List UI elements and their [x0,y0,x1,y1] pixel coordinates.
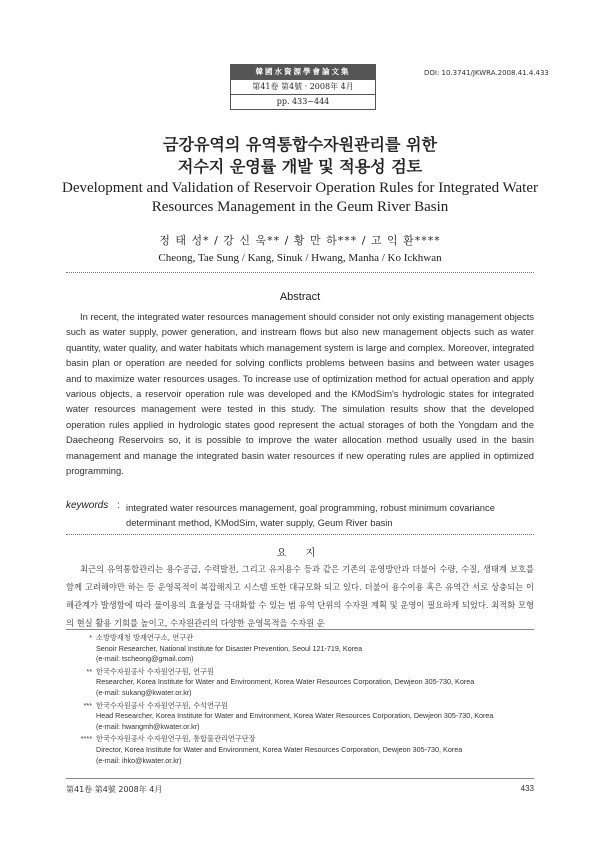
english-title-line-2: Resources Management in the Geum River Basin [151,199,449,215]
korean-title-line-1: 금강유역의 유역통합수자원관리를 위한 [163,135,437,154]
footnote-email: (e-mail: sukang@kwater.or.kr) [96,687,192,697]
divider-top [66,272,534,273]
footer-page-number: 433 [520,784,534,793]
footnote-mark: ** [86,666,92,676]
journal-name: 韓國水資源學會論文集 [231,65,375,80]
korean-abstract-heading: 요 지 [276,548,324,559]
author-footnotes [72,633,542,768]
footnote-email: (e-mail: ihko@kwater.or.kr) [96,755,182,765]
keywords-colon: : [117,500,120,511]
footnote-1 [72,633,542,665]
footnote-2 [72,667,542,699]
korean-abstract-paragraph: 최근의 유역통합관리는 용수공급, 수력발전, 그리고 유지용수 등과 같은 기존의 운영방안과 더불어 수량, 수질, 생태계 보호를 함께 고려해야만 하는 등 운영목적이 복잡해지고 시스템 또한 대규모화 되고 있다. 더불어 용수이용 혹은 유역간 서로 상충되는 이해관계가 발생함에 따라 물이용의 효율성을 극대화할 수 있는 범 유역 단위의 수자원 계획 및 운영이 필요하게 되었다. 최적화 모형의 현실 활용 기회를 높이고, 수자원관리의 다양한 운영목적을 수자원 운 [66,564,534,628]
footnote-mark: **** [80,734,92,744]
footnote-mark: *** [83,700,92,710]
footnote-affiliation-en: Senoir Researcher, National Institute for Disaster Prevention, Seoul 121-719, Korea [96,643,363,653]
footnote-affiliation-en: Researcher, Korea Institute for Water and Environment, Korea Water Resources Corporation, Dewjeon 305-730, Korea [96,677,475,687]
footnote-affiliation-ko: 한국수자원공사 수자원연구원, 통합물관리연구단장 [96,734,256,744]
authors-english: Cheong, Tae Sung / Kang, Sinuk / Hwang, Manha / Ko Ickhwan [158,252,442,264]
journal-info-box [230,64,376,110]
footnote-affiliation-ko: 한국수자원공사 수자원연구원, 연구원 [96,666,214,676]
authors-korean: 정 태 성* / 강 신 욱** / 황 만 하*** / 고 익 환**** [159,234,441,247]
journal-volume-issue: 第41卷 第4號 · 2008年 4月 [231,80,375,95]
english-title-line-1: Development and Validation of Reservoir Operation Rules for Integrated Water [61,180,538,196]
footnote-rule [66,629,534,630]
divider-middle [66,534,534,535]
doi-text: DOI: 10.3741/JKWRA.2008.41.4.433 [424,69,549,77]
journal-pages: pp. 433~444 [276,97,330,106]
abstract-body [66,309,534,478]
keywords-text: integrated water resources management, goal programming, robust minimum covariance determinant method, KModSim, water supply, Geum River basin [126,502,495,528]
footnote-4 [72,734,542,766]
footnote-affiliation-en: Head Researcher, Korea Institute for Water and Environment, Korea Water Resources Corporation, Dewjeon 305-730, Korea [96,711,494,721]
keywords-label: keywords [66,500,109,511]
korean-title-line-2: 저수지 운영률 개발 및 적용성 검토 [177,157,423,176]
footer-journal-issue: 第41卷 第4號 2008年 4月 [66,785,163,794]
footnote-affiliation-ko: 소방방재청 방재연구소, 연구관 [96,633,194,642]
footnote-email: (e-mail: hwangmh@kwater.or.kr) [96,721,200,731]
abstract-heading: Abstract [279,291,321,303]
abstract-paragraph: In recent, the integrated water resources management should consider not only existing management objects such as water supply, power generation, and instream flows but also new management objects such as water quantity, water quality, and water habitats which management system is large and complex. Moreover, integrated basin plan or operation are needed for solving conflicts problems between basins and between water usages and to maximize water resources usages. To increase use of optimization method for actual operation and apply various objects, a reservoir operation rule was developed and the KModSim's hydrologic states for integrated water resources management were tested in this study. The simulation results show that the developed operation rules applied in hydrologic states good represent the actual storages of both the Yongdam and the Daecheong Reservoirs so, it is possible to improve the water allocation method usually used in the basin management and manage the integrated basin water resources if new operating rules are applied in optimized programming. [66,311,534,477]
footnote-3 [72,701,542,733]
footnote-affiliation-ko: 한국수자원공사 수자원연구원, 수석연구원 [96,700,228,710]
korean-abstract-body [66,560,534,632]
footnote-email: (e-mail: tscheong@gmail.com) [96,654,194,664]
footnote-mark: * [89,633,92,642]
footnote-affiliation-en: Director, Korea Institute for Water and Environment, Korea Water Resources Corporation, Dewjeon 305-730, Korea [96,744,463,754]
footer-rule [66,778,534,779]
